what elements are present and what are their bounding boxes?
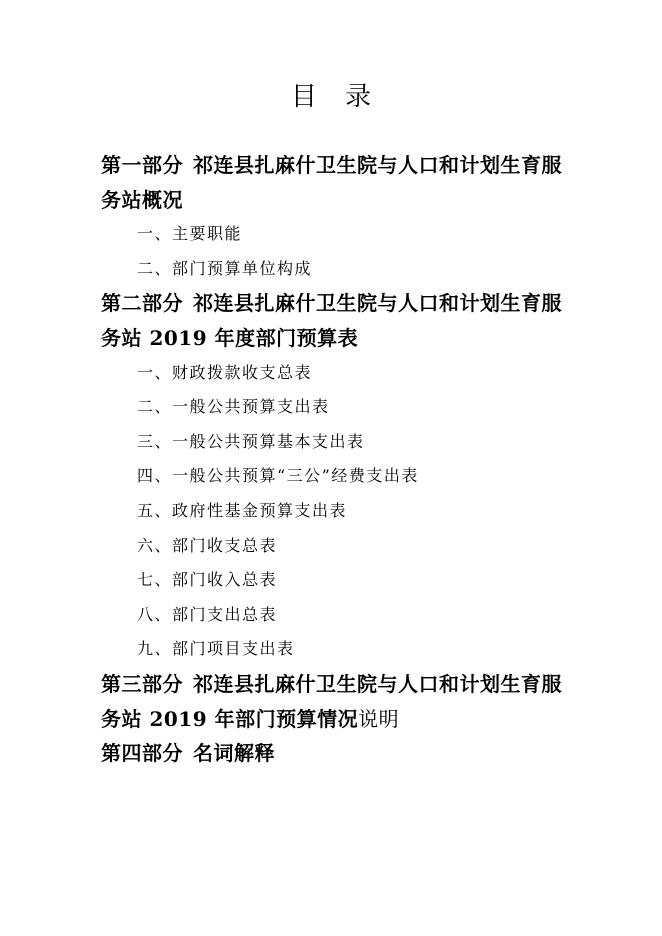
toc-item: 二、一般公共预算支出表 bbox=[137, 397, 330, 417]
part-2-title-continued: 务站 2019 年度部门预算表 bbox=[101, 325, 359, 350]
part-4-label: 第四部分 bbox=[101, 741, 183, 766]
table-of-contents bbox=[0, 148, 662, 771]
toc-item: 七、部门收入总表 bbox=[137, 570, 278, 590]
toc-item: 六、部门收支总表 bbox=[137, 535, 278, 555]
toc-item: 三、一般公共预算基本支出表 bbox=[137, 431, 365, 451]
part-3-heading-continued bbox=[0, 702, 662, 737]
toc-title: 目 录 bbox=[290, 82, 372, 112]
part-1-heading-continued bbox=[0, 183, 662, 218]
part-3-label: 第三部分 bbox=[101, 671, 183, 696]
part-4-heading bbox=[0, 736, 662, 771]
toc-item: 九、部门项目支出表 bbox=[137, 639, 295, 659]
toc-item: 四、一般公共预算“三公”经费支出表 bbox=[137, 466, 419, 486]
toc-item: 八、部门支出总表 bbox=[137, 604, 278, 624]
part-1-heading bbox=[0, 148, 662, 183]
part-2-label: 第二部分 bbox=[101, 291, 183, 316]
toc-item-unit-composition: 二、部门预算单位构成 bbox=[137, 258, 313, 278]
part-1-label: 第一部分 bbox=[101, 153, 183, 177]
part-3-title: 祁连县扎麻什卫生院与人口和计划生育服 bbox=[193, 671, 562, 696]
part-3-heading bbox=[0, 667, 662, 702]
part-1-title-continued: 务站概况 bbox=[101, 187, 183, 212]
part-2-title: 祁连县扎麻什卫生院与人口和计划生育服 bbox=[193, 291, 562, 316]
part-2-heading-continued bbox=[0, 321, 662, 356]
toc-item: 一、财政拨款收支总表 bbox=[137, 362, 313, 382]
toc-item-main-functions: 一、主要职能 bbox=[137, 224, 243, 244]
part-4-title: 名词解释 bbox=[193, 741, 275, 766]
toc-item: 五、政府性基金预算支出表 bbox=[137, 500, 348, 520]
part-3-title-continued: 务站 2019 年部门预算情况 bbox=[101, 706, 359, 731]
part-2-heading bbox=[0, 286, 662, 321]
part-1-title: 祁连县扎麻什卫生院与人口和计划生育服 bbox=[193, 153, 562, 177]
part-3-title-suffix: 说明 bbox=[358, 706, 400, 731]
